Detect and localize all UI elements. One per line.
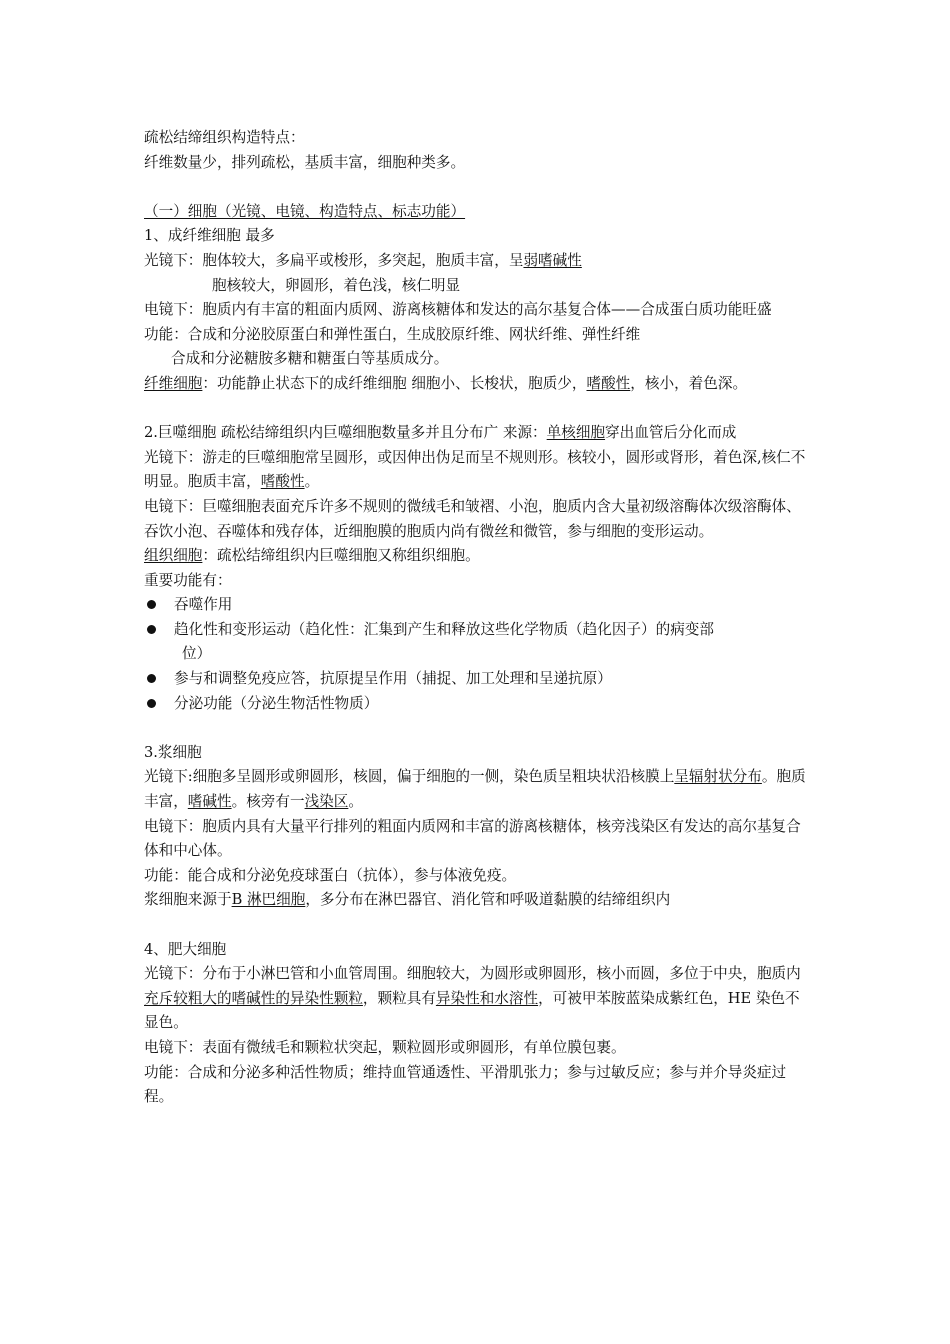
fibroblast-electron-microscopy: 电镜下：胞质内有丰富的粗面内质网、游离核糖体和发达的高尔基复合体——合成蛋白质功能旺盛 <box>144 301 772 319</box>
list-item-text: 分泌功能（分泌生物活性物质） <box>174 694 379 712</box>
plasma-origin <box>144 888 810 913</box>
macrophage-light-microscopy <box>144 446 810 495</box>
mast-lm-text-2: ，颗粒具有 <box>362 989 436 1007</box>
fibroblast-lm-text: 光镜下：胞体较大，多扁平或梭形，多突起，胞质丰富，呈 <box>144 251 524 269</box>
bullet-icon <box>147 699 156 708</box>
fibrocyte-term: 纤维细胞 <box>144 374 203 392</box>
macrophage-heading-end: 穿出血管后分化而成 <box>605 424 737 442</box>
plasma-heading: 3.浆细胞 <box>144 743 202 761</box>
plasma-lm-text-2: 。胞质丰富， <box>144 768 806 811</box>
list-item-text: 趋化性和变形运动（趋化性：汇集到产生和释放这些化学物质（趋化因子）的病变部 <box>174 620 714 638</box>
fibroblast-nucleus: 胞核较大，卵圆形，着色浅，核仁明显 <box>212 276 461 294</box>
section-heading <box>144 200 810 225</box>
histiocyte-text: ：疏松结缔组织内巨噬细胞又称组织细胞。 <box>202 547 480 565</box>
mast-electron-microscopy: 电镜下：表面有微绒毛和颗粒状突起，颗粒圆形或卵圆形，有单位膜包裹。 <box>144 1038 626 1056</box>
fibroblast-light-microscopy <box>144 249 810 274</box>
spacer <box>144 716 810 741</box>
list-item <box>144 593 810 618</box>
list-item <box>144 667 810 692</box>
fibroblast-lm-underline: 弱嗜碱性 <box>523 251 582 269</box>
mast-lm-granules: 充斥较粗大的嗜碱性的异染性颗粒 <box>144 989 363 1007</box>
macrophage-electron-microscopy: 电镜下：巨噬细胞表面充斥许多不规则的微绒毛和皱褶、小泡，胞质内含大量初级溶酶体次级溶酶体、吞饮小泡、吞噬体和残存体，近细胞膜的胞质内尚有微丝和微管，参与细胞的变形运动。 <box>144 497 801 540</box>
fibrocyte-text-end: ，核小，着色深。 <box>630 374 748 392</box>
intro-title: 疏松结缔组织构造特点： <box>144 129 305 146</box>
histiocyte-paragraph <box>144 544 810 569</box>
fibroblast-heading: 1、成纤维细胞 最多 <box>144 227 275 245</box>
bullet-icon <box>147 625 156 634</box>
plasma-lm-basophilic: 嗜碱性 <box>187 793 232 811</box>
spacer <box>144 913 810 938</box>
plasma-lm-end: 。 <box>348 793 363 811</box>
document-body <box>144 126 810 1110</box>
macrophage-heading <box>144 421 810 446</box>
plasma-lm-pale-zone: 浅染区 <box>304 793 349 811</box>
list-item <box>144 618 810 667</box>
macrophage-function-heading: 重要功能有： <box>144 571 232 589</box>
plasma-lm-text: 光镜下:细胞多呈圆形或卵圆形，核圆，偏于细胞的一侧，染色质呈粗块状沿核膜上 <box>144 768 675 786</box>
list-item-text: 参与和调整免疫应答，抗原提呈作用（捕捉、加工处理和呈递抗原） <box>174 670 612 688</box>
plasma-function: 功能：能合成和分泌免疫球蛋白（抗体），参与体液免疫。 <box>144 866 517 884</box>
bullet-icon <box>147 674 156 683</box>
fibroblast-function-2: 合成和分泌糖胺多糖和糖蛋白等基质成分。 <box>171 350 449 368</box>
bullet-icon <box>147 600 156 609</box>
macrophage-origin-term: 单核细胞 <box>546 424 606 442</box>
spacer <box>144 175 810 200</box>
mast-function: 功能：合成和分泌多种活性物质；维持血管通透性、平滑肌张力；参与过敏反应；参与并介导炎症过程。 <box>144 1063 787 1106</box>
macrophage-lm-underline: 嗜酸性 <box>260 473 305 491</box>
plasma-electron-microscopy: 电镜下：胞质内具有大量平行排列的粗面内质网和丰富的游离核糖体，核旁浅染区有发达的高尔基复合体和中心体。 <box>144 817 801 860</box>
macrophage-lm-end: 。 <box>304 473 320 491</box>
fibrocyte-text: ：功能静止状态下的成纤维细胞 细胞小、长梭状，胞质少， <box>202 374 587 392</box>
fibroblast-function-1: 功能：合成和分泌胶原蛋白和弹性蛋白，生成胶原纤维、网状纤维、弹性纤维 <box>144 325 641 343</box>
section-heading-text: （一）细胞（光镜、电镜、构造特点、标志功能） <box>144 202 466 220</box>
fibrocyte-paragraph <box>144 372 810 397</box>
macrophage-function-list <box>144 593 810 716</box>
plasma-lm-text-3: 。核旁有一 <box>231 793 305 811</box>
plasma-origin-text: 浆细胞来源于 <box>144 891 232 909</box>
list-item-text: 吞噬作用 <box>174 596 233 614</box>
intro-description: 纤维数量少，排列疏松，基质丰富，细胞种类多。 <box>144 153 466 171</box>
mast-light-microscopy <box>144 962 810 1036</box>
plasma-light-microscopy <box>144 765 810 814</box>
mast-lm-text: 光镜下：分布于小淋巴管和小血管周围。细胞较大，为圆形或卵圆形，核小而圆，多位于中央，胞质内 <box>144 965 801 983</box>
list-item <box>144 692 810 717</box>
list-item-text-continued: 位） <box>182 645 212 663</box>
macrophage-lm-text: 光镜下：游走的巨噬细胞常呈圆形，或因伸出伪足而呈不规则形。核较小，圆形或肾形，着色深,核仁不明显。胞质丰富， <box>144 448 806 491</box>
fibrocyte-acidophilic: 嗜酸性 <box>586 374 631 392</box>
mast-heading: 4、肥大细胞 <box>144 940 227 958</box>
histiocyte-term: 组织细胞 <box>144 547 203 565</box>
spacer <box>144 397 810 422</box>
plasma-origin-end: ，多分布在淋巴器官、消化管和呼吸道黏膜的结缔组织内 <box>305 891 671 909</box>
macrophage-heading-text: 2.巨噬细胞 疏松结缔组织内巨噬细胞数量多并且分布广 来源： <box>144 424 547 442</box>
mast-lm-end: ，可被甲苯胺蓝染成紫红色，HE 染色不显色。 <box>144 989 800 1032</box>
plasma-origin-term: B 淋巴细胞 <box>231 891 306 909</box>
plasma-lm-radial: 呈辐射状分布 <box>674 768 762 786</box>
mast-lm-properties: 异染性和水溶性 <box>435 989 539 1007</box>
